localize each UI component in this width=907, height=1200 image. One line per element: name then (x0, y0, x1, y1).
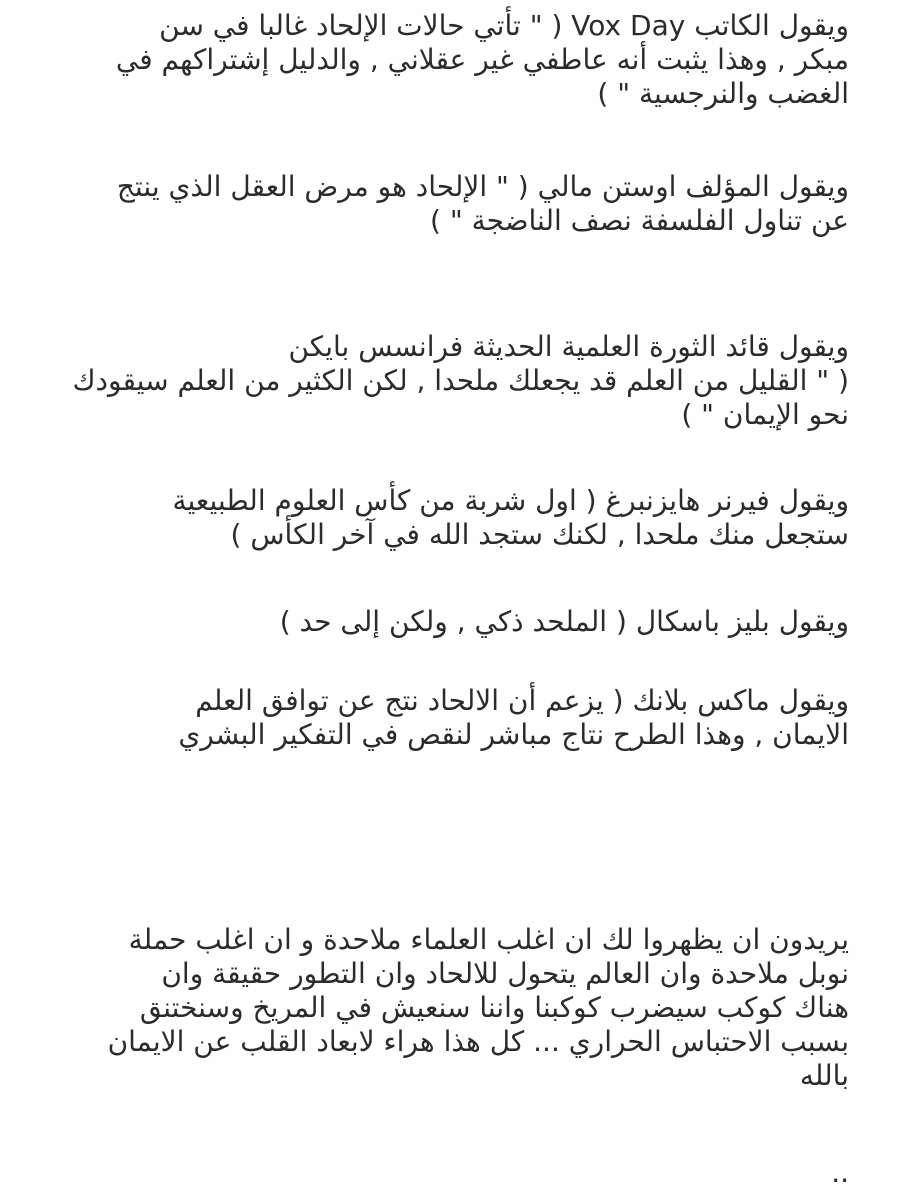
text-line: ويقول ماكس بلانك ( يزعم أن الالحاد نتج عن توافق العلم (195, 684, 849, 717)
quote-francis-bacon (58, 330, 849, 432)
text-line: عن تناول الفلسفة نصف الناضجة " ) (430, 204, 849, 237)
text-line: نحو الإيمان " ) (681, 398, 849, 431)
quote-pascal (58, 605, 849, 639)
ellipsis-mark (58, 1156, 849, 1190)
quote-heisenberg (58, 484, 849, 552)
quote-austin-mali (58, 170, 849, 238)
text-line: هناك كوكب سيضرب كوكبنا واننا سنعيش في المريخ وسنختنق (139, 991, 849, 1024)
text-line: ( " القليل من العلم قد يجعلك ملحدا , لكن الكثير من العلم سيقودك (72, 364, 849, 397)
text-line: ويقول فيرنر هايزنبرغ ( اول شربة من كأس العلوم الطبيعية (172, 484, 849, 517)
text-line: الايمان , وهذا الطرح نتاج مباشر لنقص في التفكير البشري (178, 718, 849, 751)
text-line: يريدون ان يظهروا لك ان اغلب العلماء ملاحدة و ان اغلب حملة (128, 923, 849, 956)
text-line: بالله (799, 1059, 849, 1092)
text-line: ويقول المؤلف اوستن مالي ( " الإلحاد هو مرض العقل الذي ينتج (116, 170, 849, 203)
text-line: مبكر , وهذا يثبت أنه عاطفي غير عقلاني , والدليل إشتراكهم في (115, 43, 849, 76)
quote-vox-day (58, 9, 849, 111)
quote-max-planck (58, 684, 849, 752)
text-line: الغضب والنرجسية " ) (597, 77, 849, 110)
closing-paragraph (58, 923, 849, 1093)
text-line: ويقول قائد الثورة العلمية الحديثة فرانسس بايكن (288, 330, 849, 363)
text-line: .. (831, 1156, 849, 1189)
text-line: ويقول بليز باسكال ( الملحد ذكي , ولكن إلى حد ) (279, 605, 849, 638)
text-line: بسبب الاحتباس الحراري ... كل هذا هراء لابعاد القلب عن الايمان (107, 1025, 849, 1058)
text-line: نوبل ملاحدة وان العالم يتحول للالحاد وان التطور حقيقة وان (161, 957, 849, 990)
text-line: ستجعل منك ملحدا , لكنك ستجد الله في آخر الكأس ) (230, 518, 849, 551)
text-line: ويقول الكاتب Vox Day ( " تأتي حالات الإلحاد غالبا في سن (159, 9, 849, 42)
